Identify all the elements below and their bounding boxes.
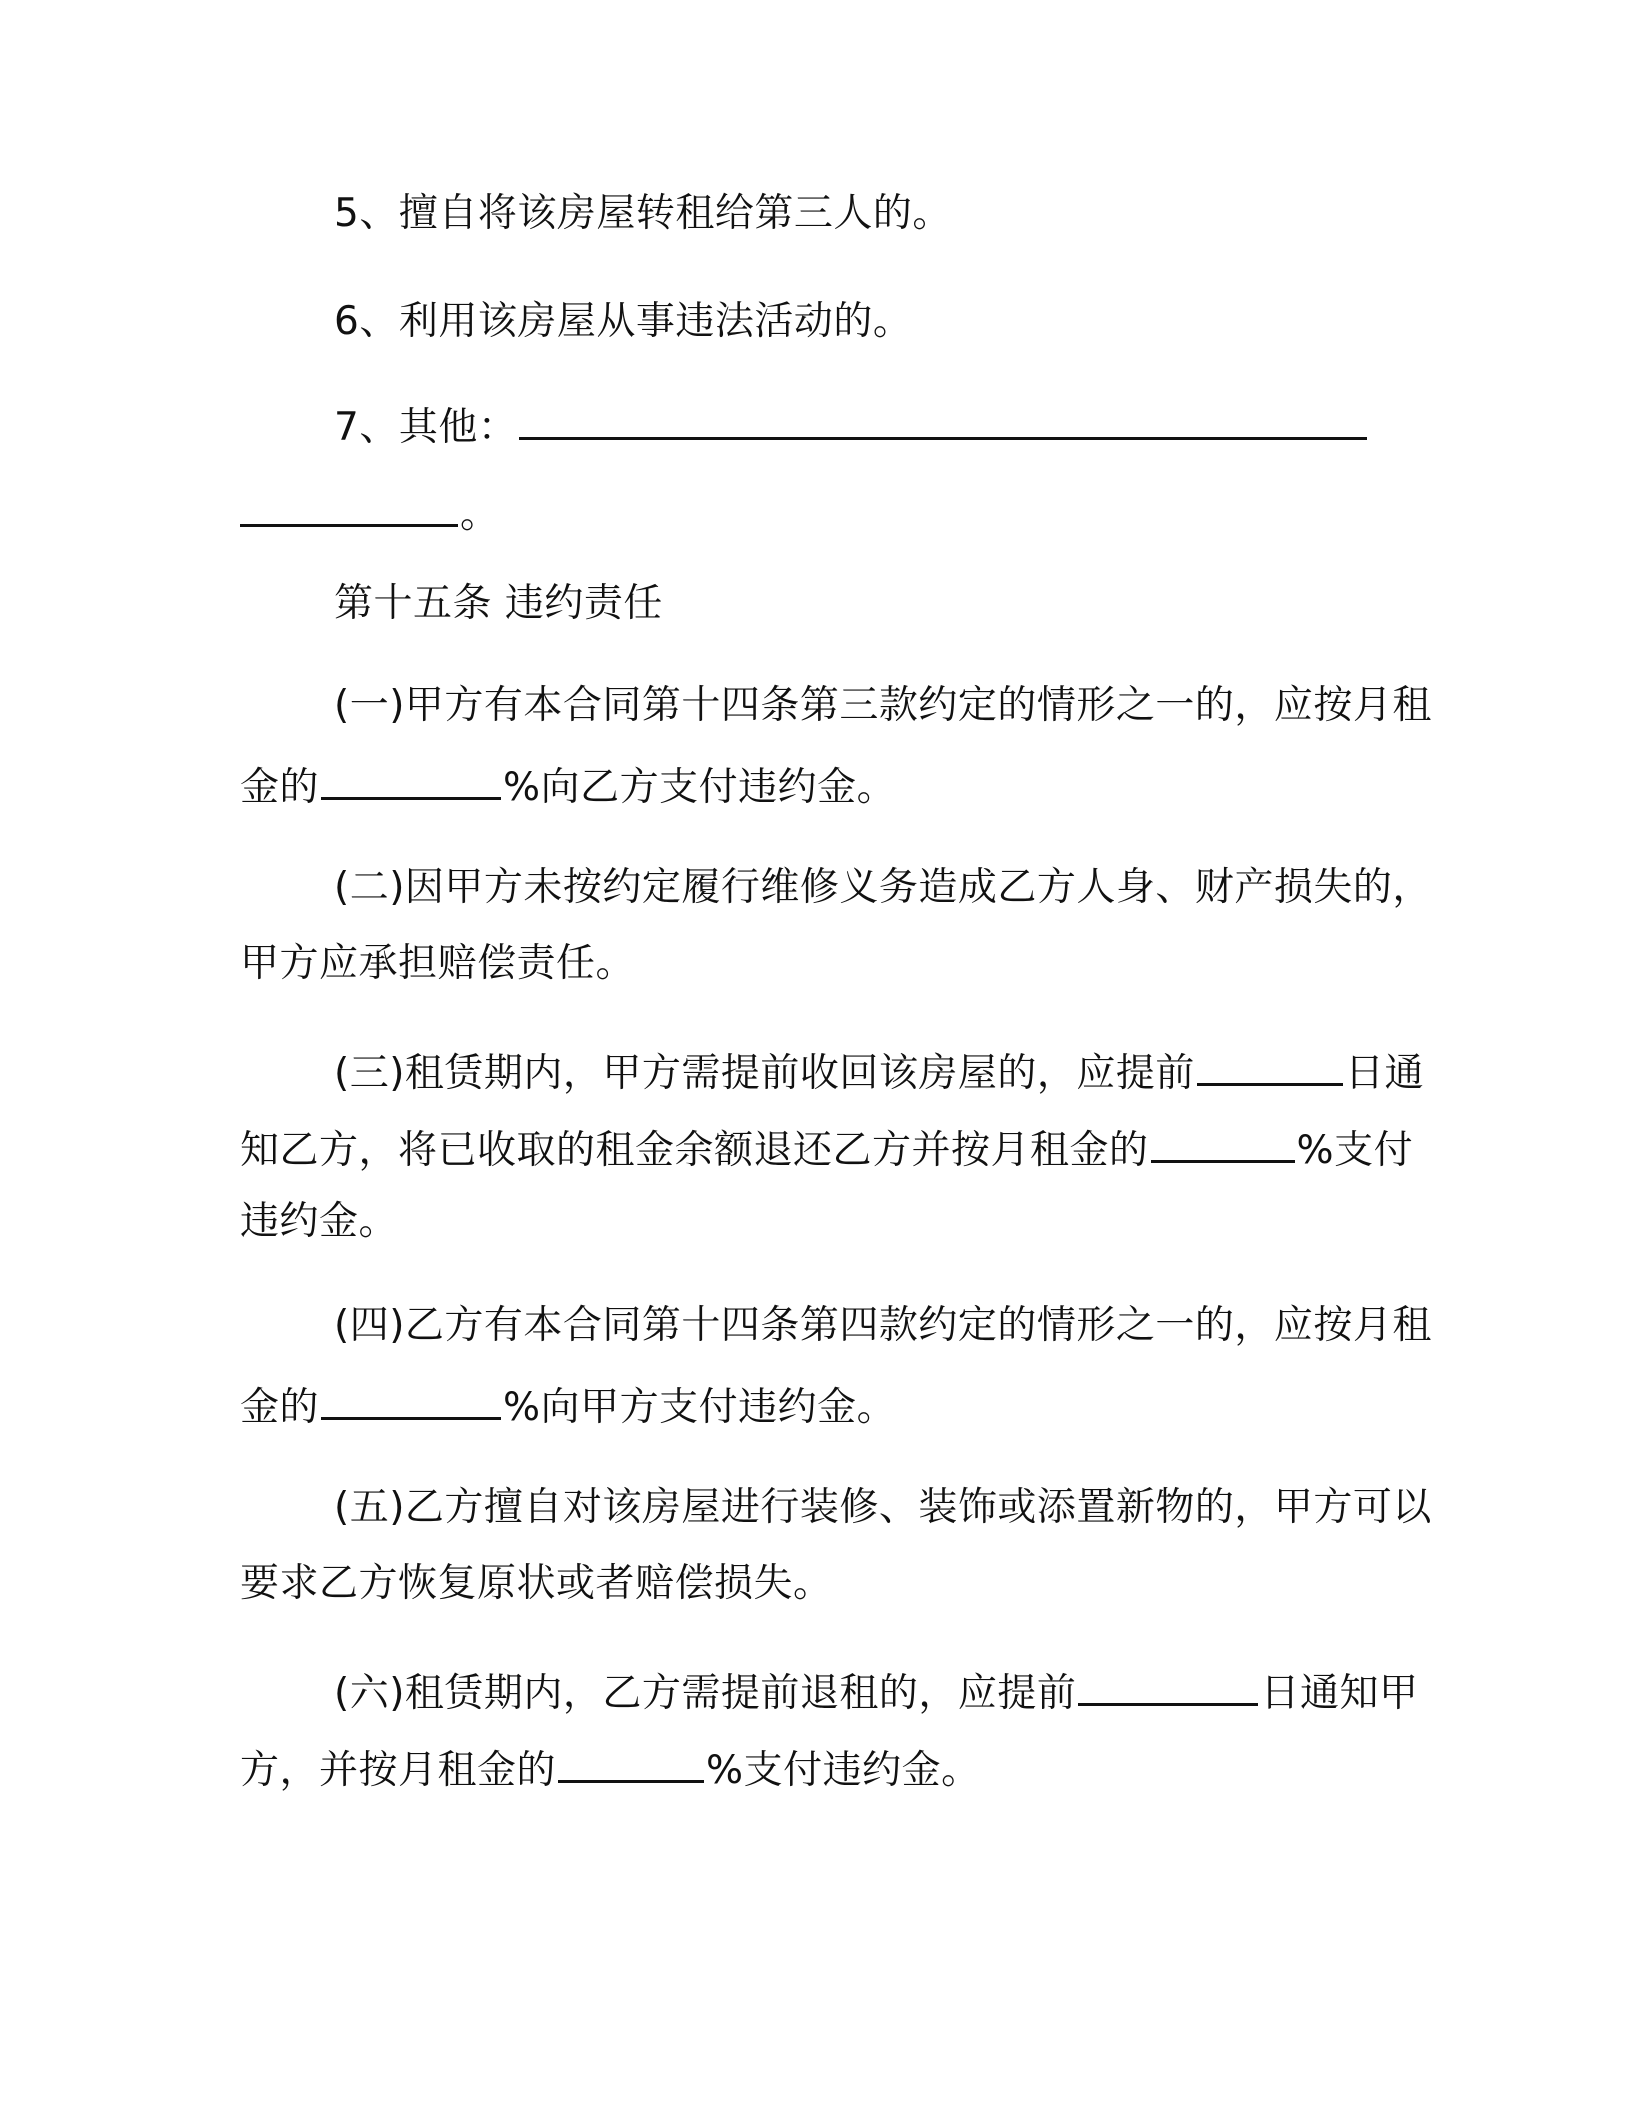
paragraph-5-line-2: 要求乙方恢复原状或者赔偿损失。 [240, 1561, 833, 1606]
paragraph-3-line-3: 违约金。 [240, 1199, 399, 1244]
fill-blank-percent-2[interactable] [1151, 1120, 1295, 1163]
section-title: 第十五条 违约责任 [334, 581, 663, 626]
clause-item-7: 7、其他： [334, 397, 1369, 449]
paragraph-3-line-1: (三)租赁期内，甲方需提前收回该房屋的，应提前 日通 [334, 1043, 1424, 1095]
paragraph-4-line-1: (四)乙方有本合同第十四条第四款约定的情形之一的，应按月租 [334, 1303, 1432, 1348]
paragraph-2-line-2: 甲方应承担赔偿责任。 [240, 941, 636, 986]
fill-blank-days-1[interactable] [1197, 1043, 1343, 1086]
paragraph-1-line-2: 金的 %向乙方支付违约金。 [240, 757, 896, 809]
clause-item-6: 6、利用该房屋从事违法活动的。 [334, 299, 913, 344]
fill-blank-percent-1[interactable] [321, 757, 501, 800]
paragraph-6-line-2: 方，并按月租金的 %支付违约金。 [240, 1740, 981, 1792]
fill-blank-other-cont[interactable] [240, 484, 458, 527]
clause-item-7-continued: 。 [240, 484, 500, 536]
fill-blank-days-2[interactable] [1078, 1663, 1258, 1706]
paragraph-6-line-1: (六)租赁期内，乙方需提前退租的，应提前 日通知甲 [334, 1663, 1418, 1715]
paragraph-4-line-2: 金的 %向甲方支付违约金。 [240, 1377, 896, 1429]
fill-blank-percent-3[interactable] [321, 1377, 501, 1420]
paragraph-1-line-1: (一)甲方有本合同第十四条第三款约定的情形之一的，应按月租 [334, 683, 1432, 728]
paragraph-3-line-2: 知乙方，将已收取的租金余额退还乙方并按月租金的 %支付 [240, 1120, 1413, 1172]
paragraph-5-line-1: (五)乙方擅自对该房屋进行装修、装饰或添置新物的，甲方可以 [334, 1485, 1432, 1530]
fill-blank-percent-4[interactable] [558, 1740, 704, 1783]
paragraph-2-line-1: (二)因甲方未按约定履行维修义务造成乙方人身、财产损失的， [334, 865, 1432, 910]
clause-item-5: 5、擅自将该房屋转租给第三人的。 [334, 191, 952, 236]
fill-blank-other[interactable] [519, 397, 1367, 440]
